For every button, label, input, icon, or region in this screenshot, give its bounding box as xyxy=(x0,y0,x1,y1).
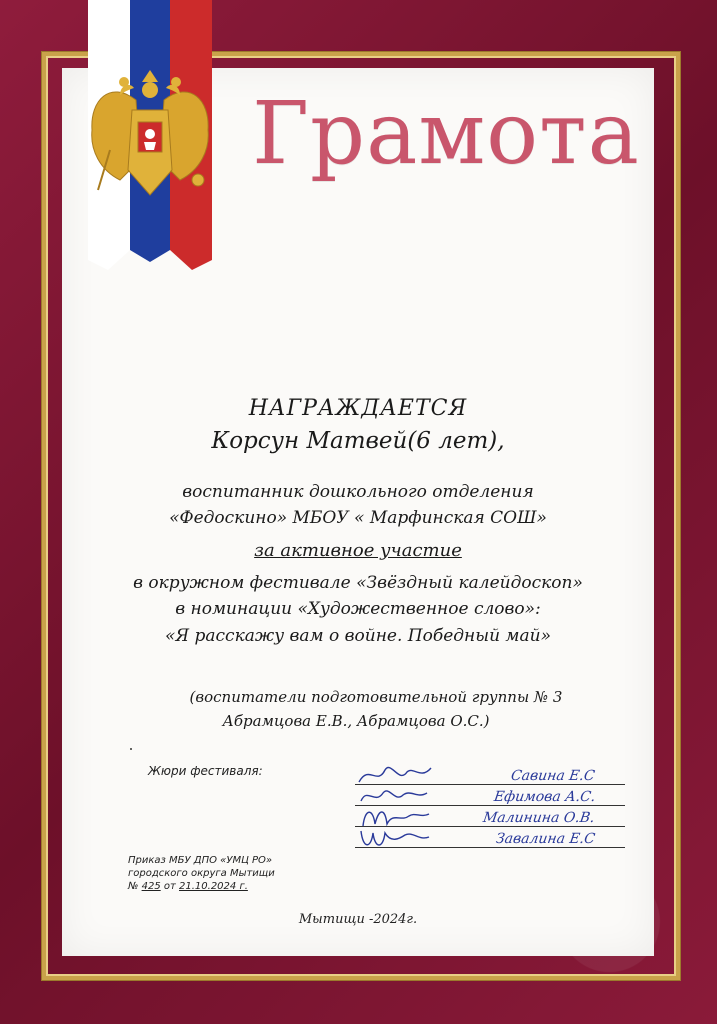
order-number-line xyxy=(128,880,275,893)
festival-line: в окружном фестивале «Звёздный калейдоскоп» xyxy=(133,573,583,593)
footer-place-year: Мытищи -2024г. xyxy=(298,912,418,927)
order-number: 425 xyxy=(141,881,161,892)
award-reason: за активное участие xyxy=(254,540,462,561)
signature-scribble-icon xyxy=(355,825,435,851)
stray-dot xyxy=(130,748,132,750)
order-number-prefix: № xyxy=(128,881,139,892)
flag-ribbon-with-coat-of-arms xyxy=(88,0,212,270)
description-line-1: воспитанник дошкольного отделения xyxy=(182,482,534,502)
signature-row xyxy=(355,827,625,848)
signature-row xyxy=(355,785,625,806)
description-line-2: «Федоскино» МБОУ « Марфинская СОШ» xyxy=(169,508,547,528)
signature-name: Малинина О.В. xyxy=(482,810,597,826)
awarded-heading: НАГРАЖДАЕТСЯ xyxy=(248,396,468,421)
jury-label: Жюри фестиваля: xyxy=(148,764,263,778)
signature-name: Ефимова А.С. xyxy=(492,789,597,805)
order-line-2: городского округа Мытищи xyxy=(128,868,275,879)
nomination-line: в номинации «Художественное слово»: xyxy=(175,599,541,619)
order-reference xyxy=(128,854,275,893)
teachers-line-1: (воспитатели подготовительной группы № 3 xyxy=(189,688,563,706)
certificate-title: Грамота xyxy=(252,84,640,184)
teachers-line-2: Абрамцова Е.В., Абрамцова О.С.) xyxy=(222,712,490,730)
recipient-name: Корсун Матвей(6 лет), xyxy=(211,428,505,454)
signature-name: Савина Е.С xyxy=(510,768,597,784)
signature-name: Завалина Е.С xyxy=(494,831,597,847)
signature-row xyxy=(355,764,625,785)
order-date: 21.10.2024 г. xyxy=(179,881,248,892)
work-title: «Я расскажу вам о войне. Победный май» xyxy=(164,626,552,646)
signature-row xyxy=(355,806,625,827)
order-date-prefix: от xyxy=(163,881,176,892)
order-line-1: Приказ МБУ ДПО «УМЦ РО» xyxy=(128,855,273,866)
